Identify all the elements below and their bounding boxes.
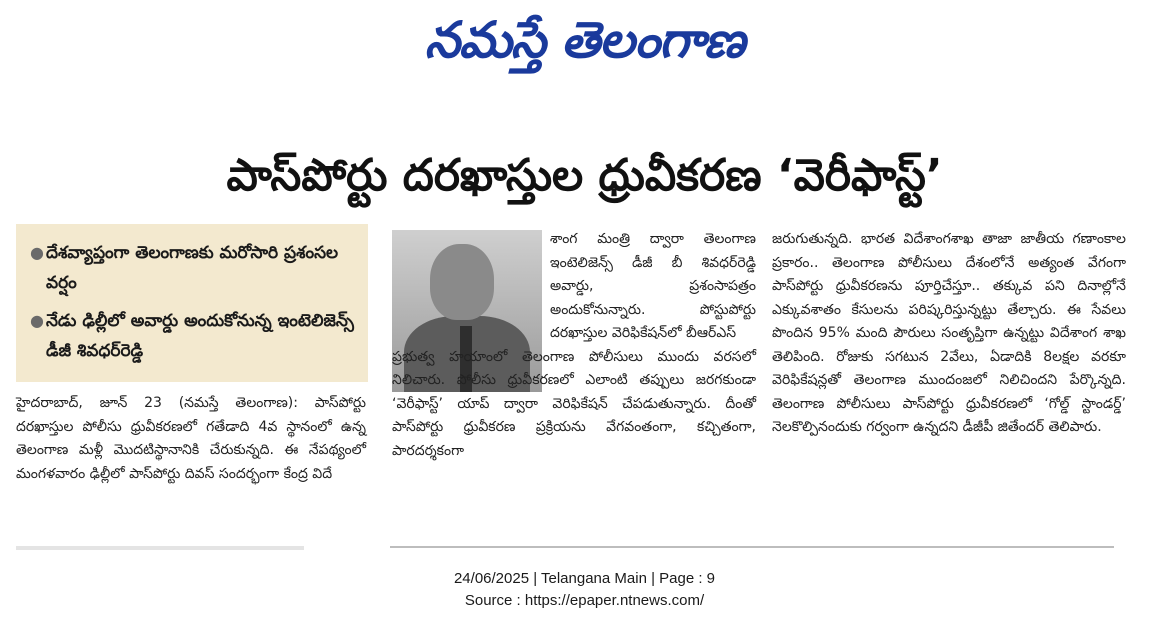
article-text: ప్రభుత్వ హయాంలో తెలంగాణ పోలీసులు ముందు వరసలో నిలిచారు. పోలీసు ధ్రువీకరణలో ఎలాంటి తప్పులు జరగకుండా ‘వెరీఫాస్ట్‌’ యాప్‌ ద్వారా వెరిఫికేషన్‌ చేపడుతున్నారు. దీంతో పాస్‌పోర్టు ధ్రువీకరణ ప్రక్రియను వేగవంతంగా, కచ్చితంగా, పారదర్శకంగా: [392, 348, 756, 459]
article-column-3: జరుగుతున్నది. భారత విదేశాంగశాఖ తాజా జాతీయ గణాంకాల ప్రకారం.. తెలంగాణ పోలీసులు దేశంలోనే అత్యంత వేగంగా పాస్‌పోర్టు ధ్రువీకరణను పూర్తిచేస్తూ.. తక్కువ పని దినాల్లోనే ఎక్కువశాతం కేసులను పరిష్కరిస్తున్నట్టు తేల్చారు. ఈ సేవలు పొందిన 95% మంది పౌరులు సంతృప్తిగా ఉన్నట్టు విదేశాంగ శాఖ తెలిపింది. రోజుకు సగటున 2వేలు, ఏడాదికి 8లక్షల వరకూ వెరిఫికేషన్లతో తెలంగాణ ముందంజలో నిలిచిందని పేర్కొన్నది. తెలంగాణ పోలీసులు పాస్‌పోర్టు ధ్రువీకరణలో ‘గోల్డ్‌ స్టాండర్డ్‌’ నెలకొల్పినందుకు గర్వంగా ఉన్నదని డీజీపీ జితేందర్‌ తెలిపారు.: [772, 231, 1126, 435]
highlights-box: [16, 224, 368, 382]
footer-date-line: 24/06/2025 | Telangana Main | Page : 9: [453, 570, 716, 587]
headline: పాస్‌పోర్టు దరఖాస్తుల ధ్రువీకరణ ‘వెరీఫాస్ట్‌’: [226, 150, 943, 201]
bullet-icon: ●: [30, 311, 44, 330]
bullet-icon: ●: [30, 243, 44, 262]
article-text: శాంగ మంత్రి ద్వారా తెలంగాణ ఇంటెలిజెన్స్‌ డీజీ బీ శివధర్‌రెడ్డి అవార్డు, ప్రశంసాపత్రం అందుకోనున్నారు. పోస్టుపోర్టు దరఖాస్తుల వెరిఫికేషన్‌లో బీఆర్‌ఎస్‌: [550, 231, 756, 341]
highlight-item: [30, 306, 358, 366]
article-column-2: [392, 228, 756, 463]
article-column-1: హైదరాబాద్‌, జూన్‌ 23 (నమస్తే తెలంగాణ): పాస్‌పోర్టు దరఖాస్తుల పోలీసు ధ్రువీకరణలో గతేడాది 4వ స్థానంలో ఉన్న తెలంగాణ మళ్లీ మొదటిస్థానానికి చేరుకున్నది. ఈ నేపథ్యంలో మంగళవారం ఢిల్లీలో పాస్‌పోర్టు దివస్‌ సందర్భంగా కేంద్ర విదే: [16, 395, 366, 482]
highlight-text: నేడు ఢిల్లీలో అవార్డు అందుకోనున్న ఇంటెలిజెన్స్‌ డీజీ శివధర్‌రెడ్డి: [46, 311, 354, 361]
divider: [390, 546, 1114, 548]
masthead-logo: నమస్తే తెలంగాణ: [424, 11, 745, 69]
footer-source-link[interactable]: Source : https://epaper.ntnews.com/: [464, 592, 705, 609]
divider: [16, 546, 304, 550]
footer: [0, 568, 1169, 612]
highlight-text: దేశవ్యాప్తంగా తెలంగాణకు మరోసారి ప్రశంసల వర్షం: [46, 243, 339, 293]
highlight-item: [30, 238, 358, 298]
